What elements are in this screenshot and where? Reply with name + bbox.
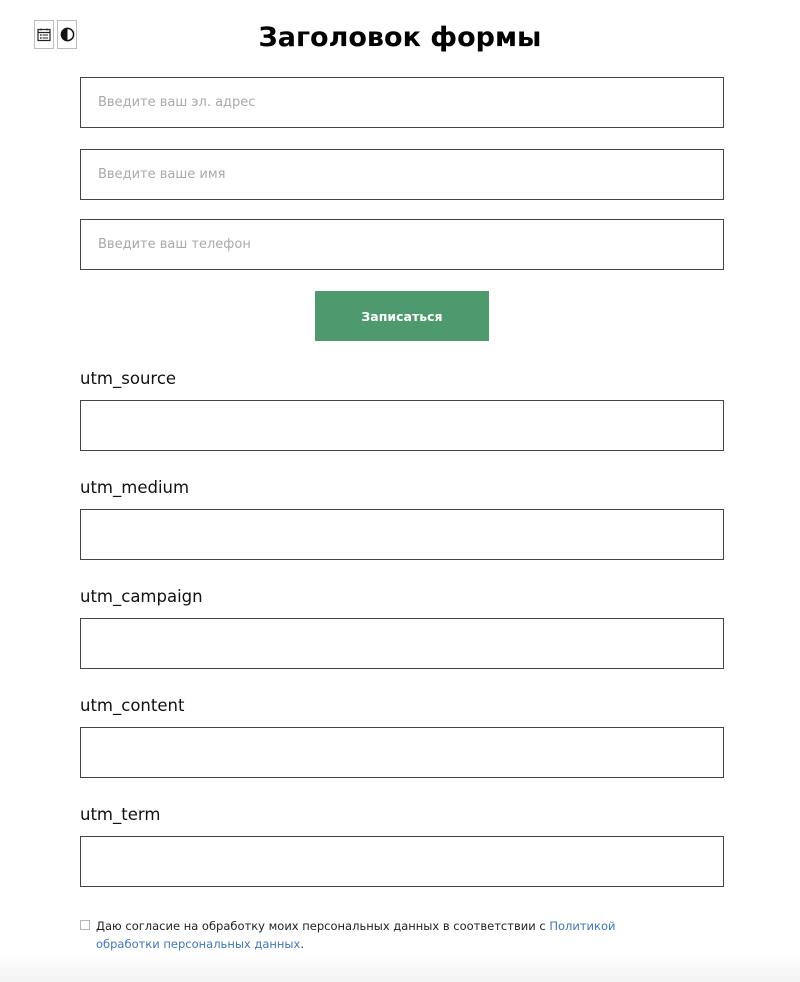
utm-campaign-label: utm_campaign — [80, 587, 203, 606]
utm-content-label: utm_content — [80, 696, 185, 715]
utm-content-field[interactable] — [80, 727, 724, 778]
consent-checkbox[interactable] — [80, 920, 90, 930]
form-title: Заголовок формы — [258, 22, 542, 53]
phone-field[interactable] — [80, 219, 724, 270]
utm-source-field[interactable] — [80, 400, 724, 451]
email-field[interactable] — [80, 77, 724, 128]
utm-term-field[interactable] — [80, 836, 724, 887]
name-field[interactable] — [80, 149, 724, 200]
page-bottom-fade — [0, 954, 800, 982]
utm-medium-field[interactable] — [80, 509, 724, 560]
utm-medium-label: utm_medium — [80, 478, 190, 497]
utm-term-label: utm_term — [80, 805, 161, 824]
privacy-policy-link[interactable]: Политикой обработки персональных данных — [96, 919, 616, 951]
utm-campaign-field[interactable] — [80, 618, 724, 669]
consent-text-after: . — [300, 937, 304, 951]
consent-row — [80, 917, 680, 953]
utm-source-label: utm_source — [80, 369, 177, 388]
consent-text-before: Даю согласие на обработку моих персональных данных в соответствии с — [96, 919, 550, 933]
submit-button[interactable]: Записаться — [315, 291, 489, 341]
consent-text — [96, 917, 671, 953]
